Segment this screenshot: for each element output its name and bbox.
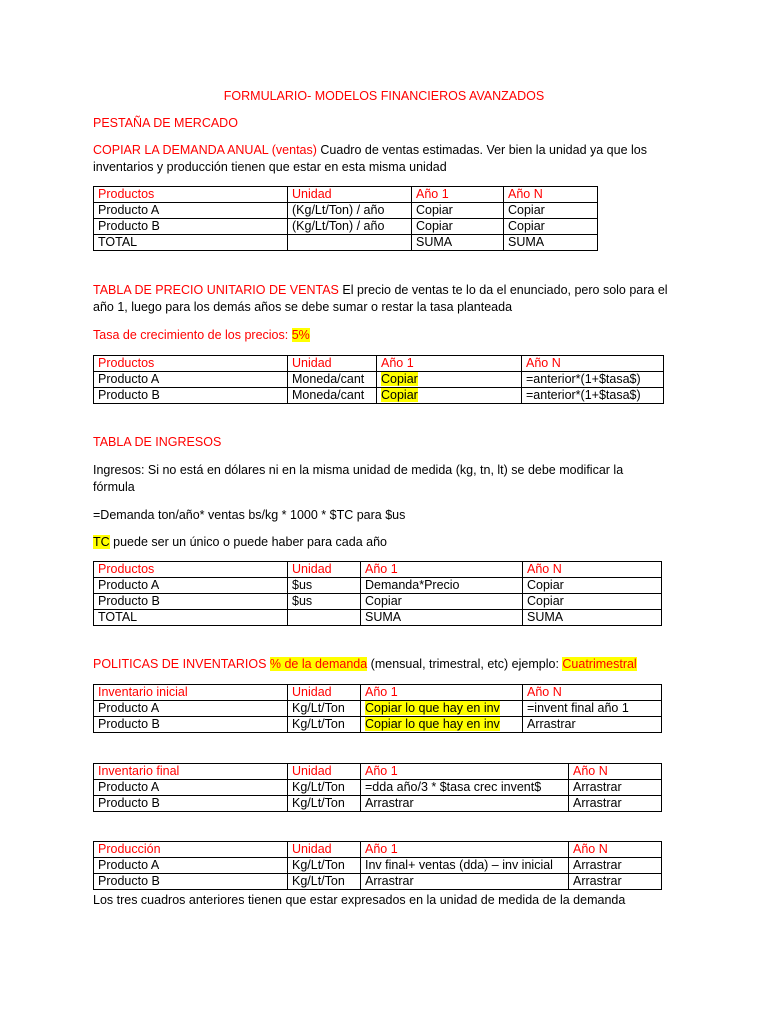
section4-text: (mensual, trimestral, etc) ejemplo: bbox=[367, 657, 563, 671]
header-cell: Año 1 bbox=[361, 685, 523, 701]
table-cell: Arrastrar bbox=[569, 796, 662, 812]
section3-text: Ingresos: Si no está en dólares ni en la misma unidad de medida (kg, tn, lt) se debe modificar la bbox=[93, 463, 624, 477]
table-cell: Arrastrar bbox=[523, 717, 662, 733]
table-cell bbox=[288, 610, 361, 626]
table-cell: Arrastrar bbox=[361, 874, 569, 890]
tc-text: puede ser un único o puede haber para cada año bbox=[109, 535, 387, 549]
header-cell: Año 1 bbox=[377, 356, 522, 372]
table-row bbox=[94, 610, 662, 626]
header-cell: Unidad bbox=[288, 562, 361, 578]
table-header-row bbox=[94, 562, 662, 578]
header-cell: Año 1 bbox=[412, 187, 504, 203]
table-cell: $us bbox=[288, 578, 361, 594]
table-cell: Copiar bbox=[523, 578, 662, 594]
section4-highlight-period: Cuatrimestral bbox=[562, 657, 637, 671]
section-heading-mercado: PESTAÑA DE MERCADO bbox=[93, 116, 238, 130]
table-cell bbox=[377, 388, 522, 404]
section2-text: El precio de ventas te lo da el enunciado, pero solo para el bbox=[338, 283, 668, 297]
header-cell: Unidad bbox=[288, 842, 361, 858]
header-cell: Unidad bbox=[288, 685, 361, 701]
table-cell: Inv final+ ventas (dda) – inv inicial bbox=[361, 858, 569, 874]
table-cell: Producto B bbox=[94, 594, 288, 610]
header-cell: Año N bbox=[523, 562, 662, 578]
section2-heading: TABLA DE PRECIO UNITARIO DE VENTAS bbox=[93, 283, 339, 297]
section2-text-line2: año 1, luego para los demás años se debe sumar o restar la tasa planteada bbox=[93, 300, 513, 314]
table-cell: Copiar bbox=[504, 203, 598, 219]
table-row bbox=[94, 388, 664, 404]
table-cell: Copiar bbox=[412, 219, 504, 235]
table-row bbox=[94, 796, 662, 812]
table-row bbox=[94, 780, 662, 796]
header-cell: Año 1 bbox=[361, 842, 569, 858]
revenue-formula: =Demanda ton/año* ventas bs/kg * 1000 * $TC para $us bbox=[93, 508, 406, 522]
table-cell: $us bbox=[288, 594, 361, 610]
table-cell: =dda año/3 * $tasa crec invent$ bbox=[361, 780, 569, 796]
header-cell: Productos bbox=[94, 187, 288, 203]
table-cell: TOTAL bbox=[94, 610, 288, 626]
table-cell: Copiar bbox=[523, 594, 662, 610]
highlighted-value: Copiar lo que hay en inv bbox=[365, 701, 500, 715]
header-cell: Año N bbox=[523, 685, 662, 701]
header-cell: Productos bbox=[94, 562, 288, 578]
header-cell: Unidad bbox=[288, 187, 412, 203]
table-cell: Producto B bbox=[94, 219, 288, 235]
table-cell: =anterior*(1+$tasa$) bbox=[522, 372, 664, 388]
header-cell: Año N bbox=[569, 842, 662, 858]
header-cell: Unidad bbox=[288, 356, 377, 372]
header-cell: Inventario final bbox=[94, 764, 288, 780]
table-row bbox=[94, 858, 662, 874]
price-growth-rate bbox=[93, 327, 310, 344]
table-cell: =anterior*(1+$tasa$) bbox=[522, 388, 664, 404]
section1-heading: COPIAR LA DEMANDA ANUAL (ventas) bbox=[93, 143, 317, 157]
header-cell: Año N bbox=[504, 187, 598, 203]
header-cell: Año N bbox=[522, 356, 664, 372]
table-cell: Copiar bbox=[361, 594, 523, 610]
table-cell: Kg/Lt/Ton bbox=[288, 796, 361, 812]
table-row bbox=[94, 203, 598, 219]
table-cell: Producto B bbox=[94, 717, 288, 733]
section3-text-line2: fórmula bbox=[93, 480, 135, 494]
highlighted-value: Copiar bbox=[381, 372, 418, 386]
table-cell: (Kg/Lt/Ton) / año bbox=[288, 203, 412, 219]
table-cell: Producto A bbox=[94, 701, 288, 717]
table-cell: Demanda*Precio bbox=[361, 578, 523, 594]
table-cell: Producto B bbox=[94, 388, 288, 404]
table-cell: Kg/Lt/Ton bbox=[288, 717, 361, 733]
table-cell bbox=[361, 701, 523, 717]
initial-inventory-table bbox=[93, 684, 662, 733]
table-cell: =invent final año 1 bbox=[523, 701, 662, 717]
unit-price-table bbox=[93, 355, 664, 404]
header-cell: Inventario inicial bbox=[94, 685, 288, 701]
table-cell: Kg/Lt/Ton bbox=[288, 701, 361, 717]
table-cell: Copiar bbox=[504, 219, 598, 235]
table-cell: Producto B bbox=[94, 796, 288, 812]
table-cell: Producto A bbox=[94, 780, 288, 796]
tc-note bbox=[93, 534, 387, 551]
demand-table bbox=[93, 186, 598, 251]
table-cell: Arrastrar bbox=[569, 858, 662, 874]
section3-paragraph bbox=[93, 462, 623, 496]
table-cell: Kg/Lt/Ton bbox=[288, 780, 361, 796]
table-header-row bbox=[94, 842, 662, 858]
table-row bbox=[94, 717, 662, 733]
header-cell: Producción bbox=[94, 842, 288, 858]
table-row bbox=[94, 372, 664, 388]
table-header-row bbox=[94, 356, 664, 372]
section3-heading: TABLA DE INGRESOS bbox=[93, 435, 222, 449]
header-cell: Productos bbox=[94, 356, 288, 372]
header-cell: Unidad bbox=[288, 764, 361, 780]
section4-paragraph bbox=[93, 656, 637, 673]
table-row bbox=[94, 578, 662, 594]
table-cell: Arrastrar bbox=[569, 874, 662, 890]
table-cell: (Kg/Lt/Ton) / año bbox=[288, 219, 412, 235]
table-cell: Producto B bbox=[94, 874, 288, 890]
table-row bbox=[94, 874, 662, 890]
table-cell: SUMA bbox=[361, 610, 523, 626]
price-growth-value: 5% bbox=[291, 328, 310, 342]
table-cell: Producto A bbox=[94, 858, 288, 874]
revenue-table bbox=[93, 561, 662, 626]
table-cell: TOTAL bbox=[94, 235, 288, 251]
table-cell: Kg/Lt/Ton bbox=[288, 858, 361, 874]
header-cell: Año 1 bbox=[361, 764, 569, 780]
table-cell: Producto A bbox=[94, 203, 288, 219]
table-cell bbox=[377, 372, 522, 388]
final-inventory-table bbox=[93, 763, 662, 812]
section1-text-line2: inventarios y producción tienen que estar en esta misma unidad bbox=[93, 160, 447, 174]
table-cell: Copiar bbox=[412, 203, 504, 219]
table-cell: SUMA bbox=[504, 235, 598, 251]
table-row bbox=[94, 235, 598, 251]
tc-highlight: TC bbox=[93, 535, 110, 549]
highlighted-value: Copiar bbox=[381, 388, 418, 402]
table-header-row bbox=[94, 187, 598, 203]
table-cell: Arrastrar bbox=[361, 796, 569, 812]
table-cell: Producto A bbox=[94, 372, 288, 388]
section1-paragraph bbox=[93, 142, 647, 176]
table-header-row bbox=[94, 685, 662, 701]
table-row bbox=[94, 219, 598, 235]
highlighted-value: Copiar lo que hay en inv bbox=[365, 717, 500, 731]
header-cell: Año N bbox=[569, 764, 662, 780]
table-cell bbox=[288, 235, 412, 251]
table-cell: Kg/Lt/Ton bbox=[288, 874, 361, 890]
table-cell: Arrastrar bbox=[569, 780, 662, 796]
price-growth-label: Tasa de crecimiento de los precios: bbox=[93, 328, 292, 342]
table-cell bbox=[361, 717, 523, 733]
production-table bbox=[93, 841, 662, 890]
section1-text: Cuadro de ventas estimadas. Ver bien la unidad ya que los bbox=[316, 143, 647, 157]
section4-highlight-demand: % de la demanda bbox=[269, 657, 368, 671]
table-cell: Moneda/cant bbox=[288, 388, 377, 404]
section2-paragraph bbox=[93, 282, 668, 316]
header-cell: Año 1 bbox=[361, 562, 523, 578]
table-header-row bbox=[94, 764, 662, 780]
table-cell: Moneda/cant bbox=[288, 372, 377, 388]
document-title: FORMULARIO- MODELOS FINANCIEROS AVANZADOS bbox=[223, 89, 545, 103]
table-row bbox=[94, 701, 662, 717]
table-cell: Producto A bbox=[94, 578, 288, 594]
footer-note: Los tres cuadros anteriores tienen que estar expresados en la unidad de medida de la demanda bbox=[93, 893, 626, 907]
section4-heading: POLITICAS DE INVENTARIOS bbox=[93, 657, 270, 671]
table-row bbox=[94, 594, 662, 610]
table-cell: SUMA bbox=[412, 235, 504, 251]
table-cell: SUMA bbox=[523, 610, 662, 626]
